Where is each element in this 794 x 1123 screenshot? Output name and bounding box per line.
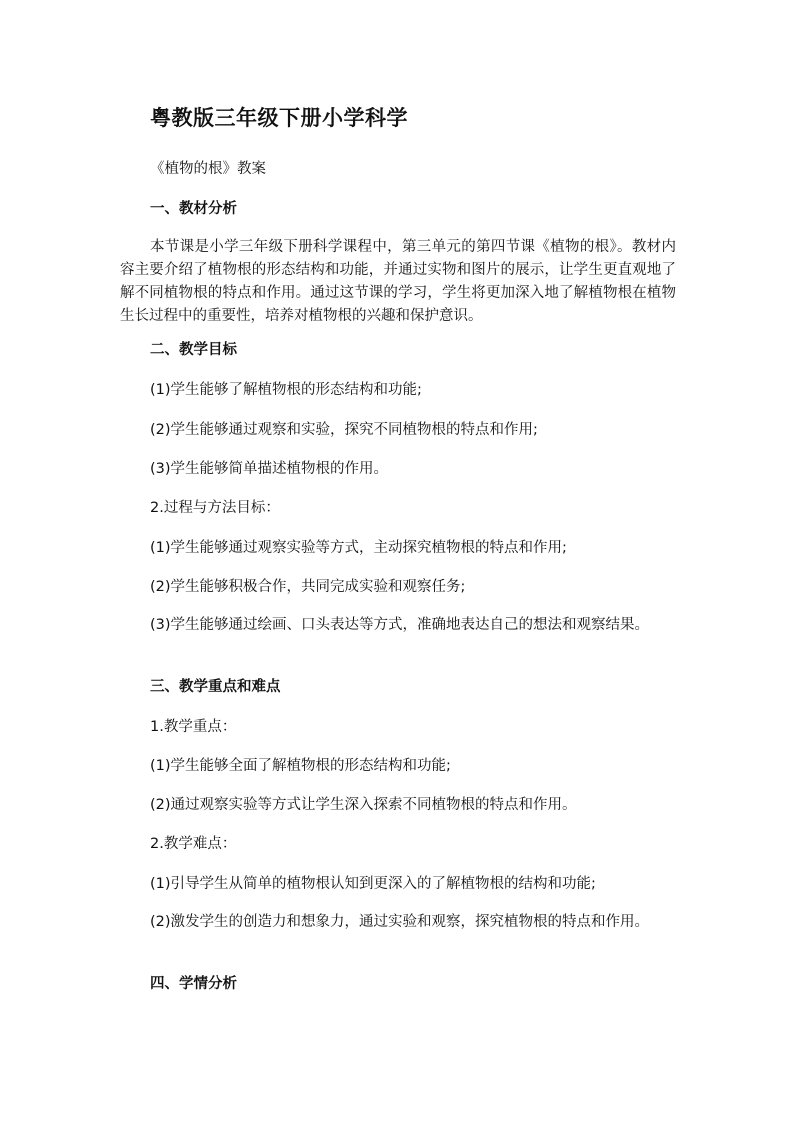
key-point-2: (2)通过观察实验等方式让学生深入探索不同植物根的特点和作用。 <box>150 797 577 813</box>
key-points-label: 1.教学重点： <box>150 719 237 735</box>
goal-item-3: (3)学生能够简单描述植物根的作用。 <box>150 461 389 477</box>
lesson-subtitle: 《植物的根》教案 <box>150 161 266 177</box>
difficulty-1: (1)引导学生从简单的植物根认知到更深入的了解植物根的结构和功能; <box>150 876 596 892</box>
goal-item-1: (1)学生能够了解植物根的形态结构和功能; <box>150 382 422 398</box>
goal-item-2: (2)学生能够通过观察和实验，探究不同植物根的特点和作用; <box>150 422 538 438</box>
section-heading-4: 四、学情分析 <box>150 976 237 992</box>
section-heading-3: 三、教学重点和难点 <box>150 679 281 695</box>
process-item-3: (3)学生能够通过绘画、口头表达等方式，准确地表达自己的想法和观察结果。 <box>150 617 650 633</box>
section-heading-1: 一、教材分析 <box>150 201 237 217</box>
process-item-1: (1)学生能够通过观察实验等方式，主动探究植物根的特点和作用; <box>150 540 567 556</box>
process-goal-label: 2.过程与方法目标： <box>150 500 280 516</box>
difficulty-label: 2.教学难点： <box>150 836 237 852</box>
process-item-2: (2)学生能够积极合作，共同完成实验和观察任务; <box>150 579 466 595</box>
key-point-1: (1)学生能够全面了解植物根的形态结构和功能; <box>150 758 451 774</box>
section-1-paragraph: 本节课是小学三年级下册科学课程中，第三单元的第四节课《植物的根》。教材内容主要介绍了植物根的形态结构和功能，并通过实物和图片的展示，让学生更直观地了解不同植物根的特点和作用。通过这节课的学习，学生将更加深入地了解植物根在植物生长过程中的重要性，培养对植物根的兴趣和保护意识。 <box>120 239 676 324</box>
difficulty-2: (2)激发学生的创造力和想象力，通过实验和观察，探究植物根的特点和作用。 <box>150 914 650 930</box>
section-heading-2: 二、教学目标 <box>150 342 237 358</box>
document-title: 粤教版三年级下册小学科学 <box>150 106 408 130</box>
